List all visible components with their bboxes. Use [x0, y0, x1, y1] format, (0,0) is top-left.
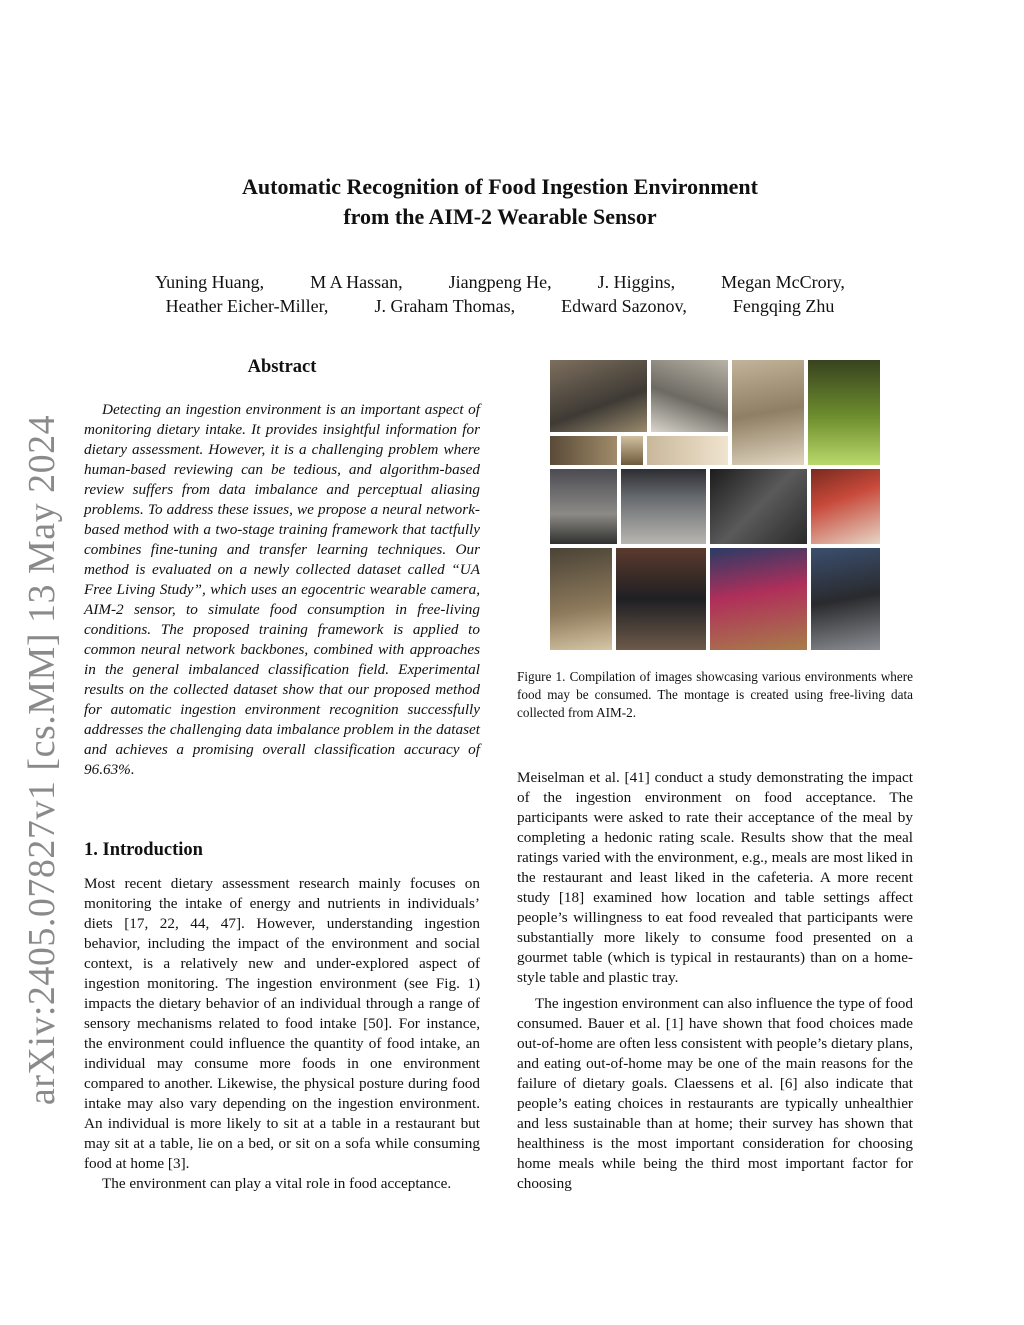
- abstract-heading: Abstract: [247, 357, 317, 377]
- title-line-2: from the AIM-2 Wearable Sensor: [343, 204, 657, 229]
- photo-tile: [811, 548, 880, 650]
- photo-tile: [621, 436, 643, 465]
- right-column-body: [517, 768, 913, 1200]
- photo-tile: [811, 469, 880, 544]
- abstract-text: Detecting an ingestion environment is an important aspect of monitoring dietary intake. It provides insightful information for dietary assessment. However, it is a challenging problem where human-based reviewing can be tedious, and algorithm-based review suffers from data imbalance and perceptual aliasing problems. To address these issues, we propose a neural network-based method with a two-stage training framework that tactfully combines fine-tuning and transfer learning techniques. Our method is evaluated on a newly collected dataset called “UA Free Living Study”, which uses an egocentric wearable camera, AIM-2 sensor, to simulate food consumption in free-living conditions. The proposed training framework is applied to common neural network backbones, combined with approaches in the general imbalanced classification field. Experimental results on the collected dataset show that our proposed method for automatic ingestion environment recognition successfully addresses the challenging data imbalance problem in the dataset and achieves a promising overall classification accuracy of 96.63%.: [84, 401, 480, 778]
- author: Fengqing Zhu: [732, 296, 835, 316]
- author: Edward Sazonov,: [561, 296, 687, 316]
- photo-tile: [732, 360, 804, 465]
- author: J. Graham Thomas,: [374, 296, 516, 316]
- figure-caption: Figure 1. Compilation of images showcasing various environments where food may be consumed. The montage is created using free-living data collected from AIM-2.: [517, 669, 913, 720]
- author: Heather Eicher-Miller,: [165, 296, 329, 316]
- right-paragraph-1: Meiselman et al. [41] conduct a study demonstrating the impact of the ingestion environment on food acceptance. The participants were asked to rate their acceptance of the meal by completing a hedonic rating scale. Results show that the meal ratings varied with the environment, e.g., meals are most liked in the restaurant and least liked in the cafeteria. A more recent study [18] examined how location and table settings affect people’s willingness to eat food revealed that participants were substantially more likely to consume food presented on a gourmet table (which is typical in restaurants) than on a home-style table and plastic tray.: [517, 769, 913, 986]
- paper-title: [150, 172, 850, 232]
- author-list: [100, 270, 900, 318]
- photo-tile: [550, 360, 647, 432]
- photo-tile: [647, 436, 728, 465]
- photo-tile: [710, 548, 807, 650]
- photo-tile: [550, 548, 612, 650]
- arxiv-identifier: arXiv:2405.07827v1 [cs.MM] 13 May 2024: [21, 414, 63, 1106]
- author-row-1: [100, 270, 900, 294]
- title-line-1: Automatic Recognition of Food Ingestion Environment: [242, 174, 758, 199]
- photo-tile: [808, 360, 880, 465]
- figure-montage: [550, 360, 880, 650]
- photo-tile: [616, 548, 706, 650]
- author-row-2: [100, 294, 900, 318]
- author: Yuning Huang,: [155, 272, 265, 292]
- author: Jiangpeng He,: [448, 272, 552, 292]
- intro-paragraph-1: Most recent dietary assessment research mainly focuses on monitoring the intake of energy and nutrients in individuals’ diets [17, 22, 44, 47]. However, understanding ingestion behavior, including the impact of the environment and social context, is a relatively new and under-explored aspect of ingestion monitoring. The ingestion environment (see Fig. 1) impacts the dietary behavior of an individual through a range of sensory mechanisms related to food intake [50]. For instance, the environment could influence the quantity of food intake, an individual may consume more foods in one environment compared to another. Likewise, the physical posture during food intake may also vary depending on the ingestion environment. An individual is more likely to sit at a table in a restaurant but may sit at a table, lie on a bed, or sit on a sofa while consuming food at home [3].: [84, 875, 480, 1172]
- photo-tile: [621, 469, 706, 544]
- author: Megan McCrory,: [721, 272, 845, 292]
- author: J. Higgins,: [597, 272, 676, 292]
- photo-tile: [550, 469, 617, 544]
- introduction-heading: 1. Introduction: [84, 840, 203, 860]
- photo-tile: [710, 469, 807, 544]
- photo-tile: [550, 436, 617, 465]
- right-paragraph-2: The ingestion environment can also influence the type of food consumed. Bauer et al. [1] have shown that food choices made out-of-home are often less consistent with people’s dietary plans, and eating out-of-home may be one of the main reasons for the failure of dietary goals. Claessens et al. [6] also indicate that people’s eating choices in restaurants are typically unhealthier and less sustainable than at home; their survey has shown that healthiness is the most important consideration for choosing home meals while being the third most important factor for choosing: [517, 995, 913, 1192]
- photo-tile: [651, 360, 728, 432]
- author: M A Hassan,: [310, 272, 403, 292]
- intro-paragraph-2: The environment can play a vital role in food acceptance.: [102, 1175, 452, 1192]
- introduction-body: [84, 874, 480, 1194]
